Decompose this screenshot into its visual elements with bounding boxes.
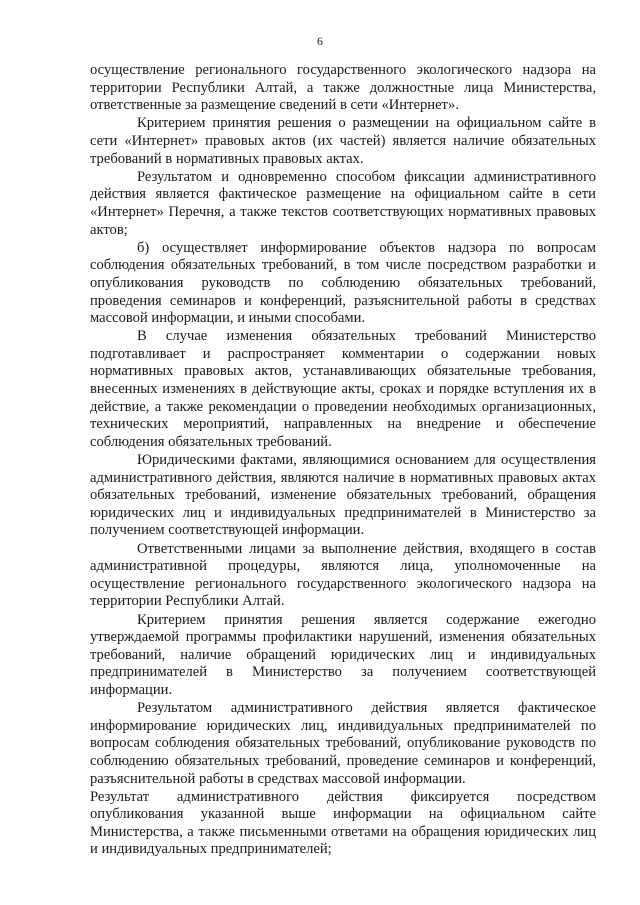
page-number: 6	[317, 34, 323, 48]
paragraph: Результатом и одновременно способом фиксации административного действия является фактическое размещение на официальном сайте в сети «Интернет» Перечня, а также текстов соответствующих нормативных правовых актов;	[90, 168, 596, 238]
paragraph: Юридическими фактами, являющимися основанием для осуществления административного действия, являются наличие в нормативных правовых актах обязательных требований, изменение обязательных требований, обращения юридических лиц и индивидуальных предпринимателей в Министерство за получением соответствующей информации.	[90, 452, 596, 539]
document-body	[90, 62, 596, 859]
paragraph: б) осуществляет информирование объектов надзора по вопросам соблюдения обязательных требований, в том числе посредством разработки и опубликования руководств по соблюдению обязательных требований, проведения семинаров и конференций, разъяснительной работы в средствах массовой информации, и иными способами.	[90, 239, 596, 327]
paragraph: Результатом административного действия является фактическое информирование юридических лиц, индивидуальных предпринимателей по вопросам соблюдения обязательных требований, опубликование руководств по соблюдению обязательных требований, проведение семинаров и конференций, разъяснительной работы в средствах массовой информации.	[90, 700, 596, 787]
paragraph: Ответственными лицами за выполнение действия, входящего в состав административной процедуры, являются лица, уполномоченные на осуществление регионального государственного экологического надзора на территории Республики Алтай.	[90, 540, 596, 610]
paragraph: Результат административного действия фиксируется посредством опубликования указанной выше информации на официальном сайте Министерства, а также письменными ответами на обращения юридических лиц и индивидуальных предпринимателей;	[90, 788, 596, 858]
paragraph: В случае изменения обязательных требований Министерство подготавливает и распространяет комментарии о содержании новых нормативных правовых актов, устанавливающих обязательные требования, внесенных изменениях в действующие акты, сроках и порядке вступления их в действие, а также рекомендации о проведении необходимых организационных, технических мероприятий, направленных на внедрение и обеспечение соблюдения обязательных требований.	[90, 328, 596, 450]
paragraph: Критерием принятия решения о размещении на официальном сайте в сети «Интернет» правовых актов (их частей) является наличие обязательных требований в нормативных правовых актах.	[90, 115, 596, 167]
paragraph: Критерием принятия решения является содержание ежегодно утверждаемой программы профилактики нарушений, изменения обязательных требований, наличие обращений юридических лиц и индивидуальных предпринимателей в Министерство за получением соответствующей информации.	[90, 611, 596, 698]
paragraph-continuation: осуществление регионального государственного экологического надзора на территории Республики Алтай, а также должностные лица Министерства, ответственные за размещение сведений в сети «Интернет».	[90, 62, 596, 114]
